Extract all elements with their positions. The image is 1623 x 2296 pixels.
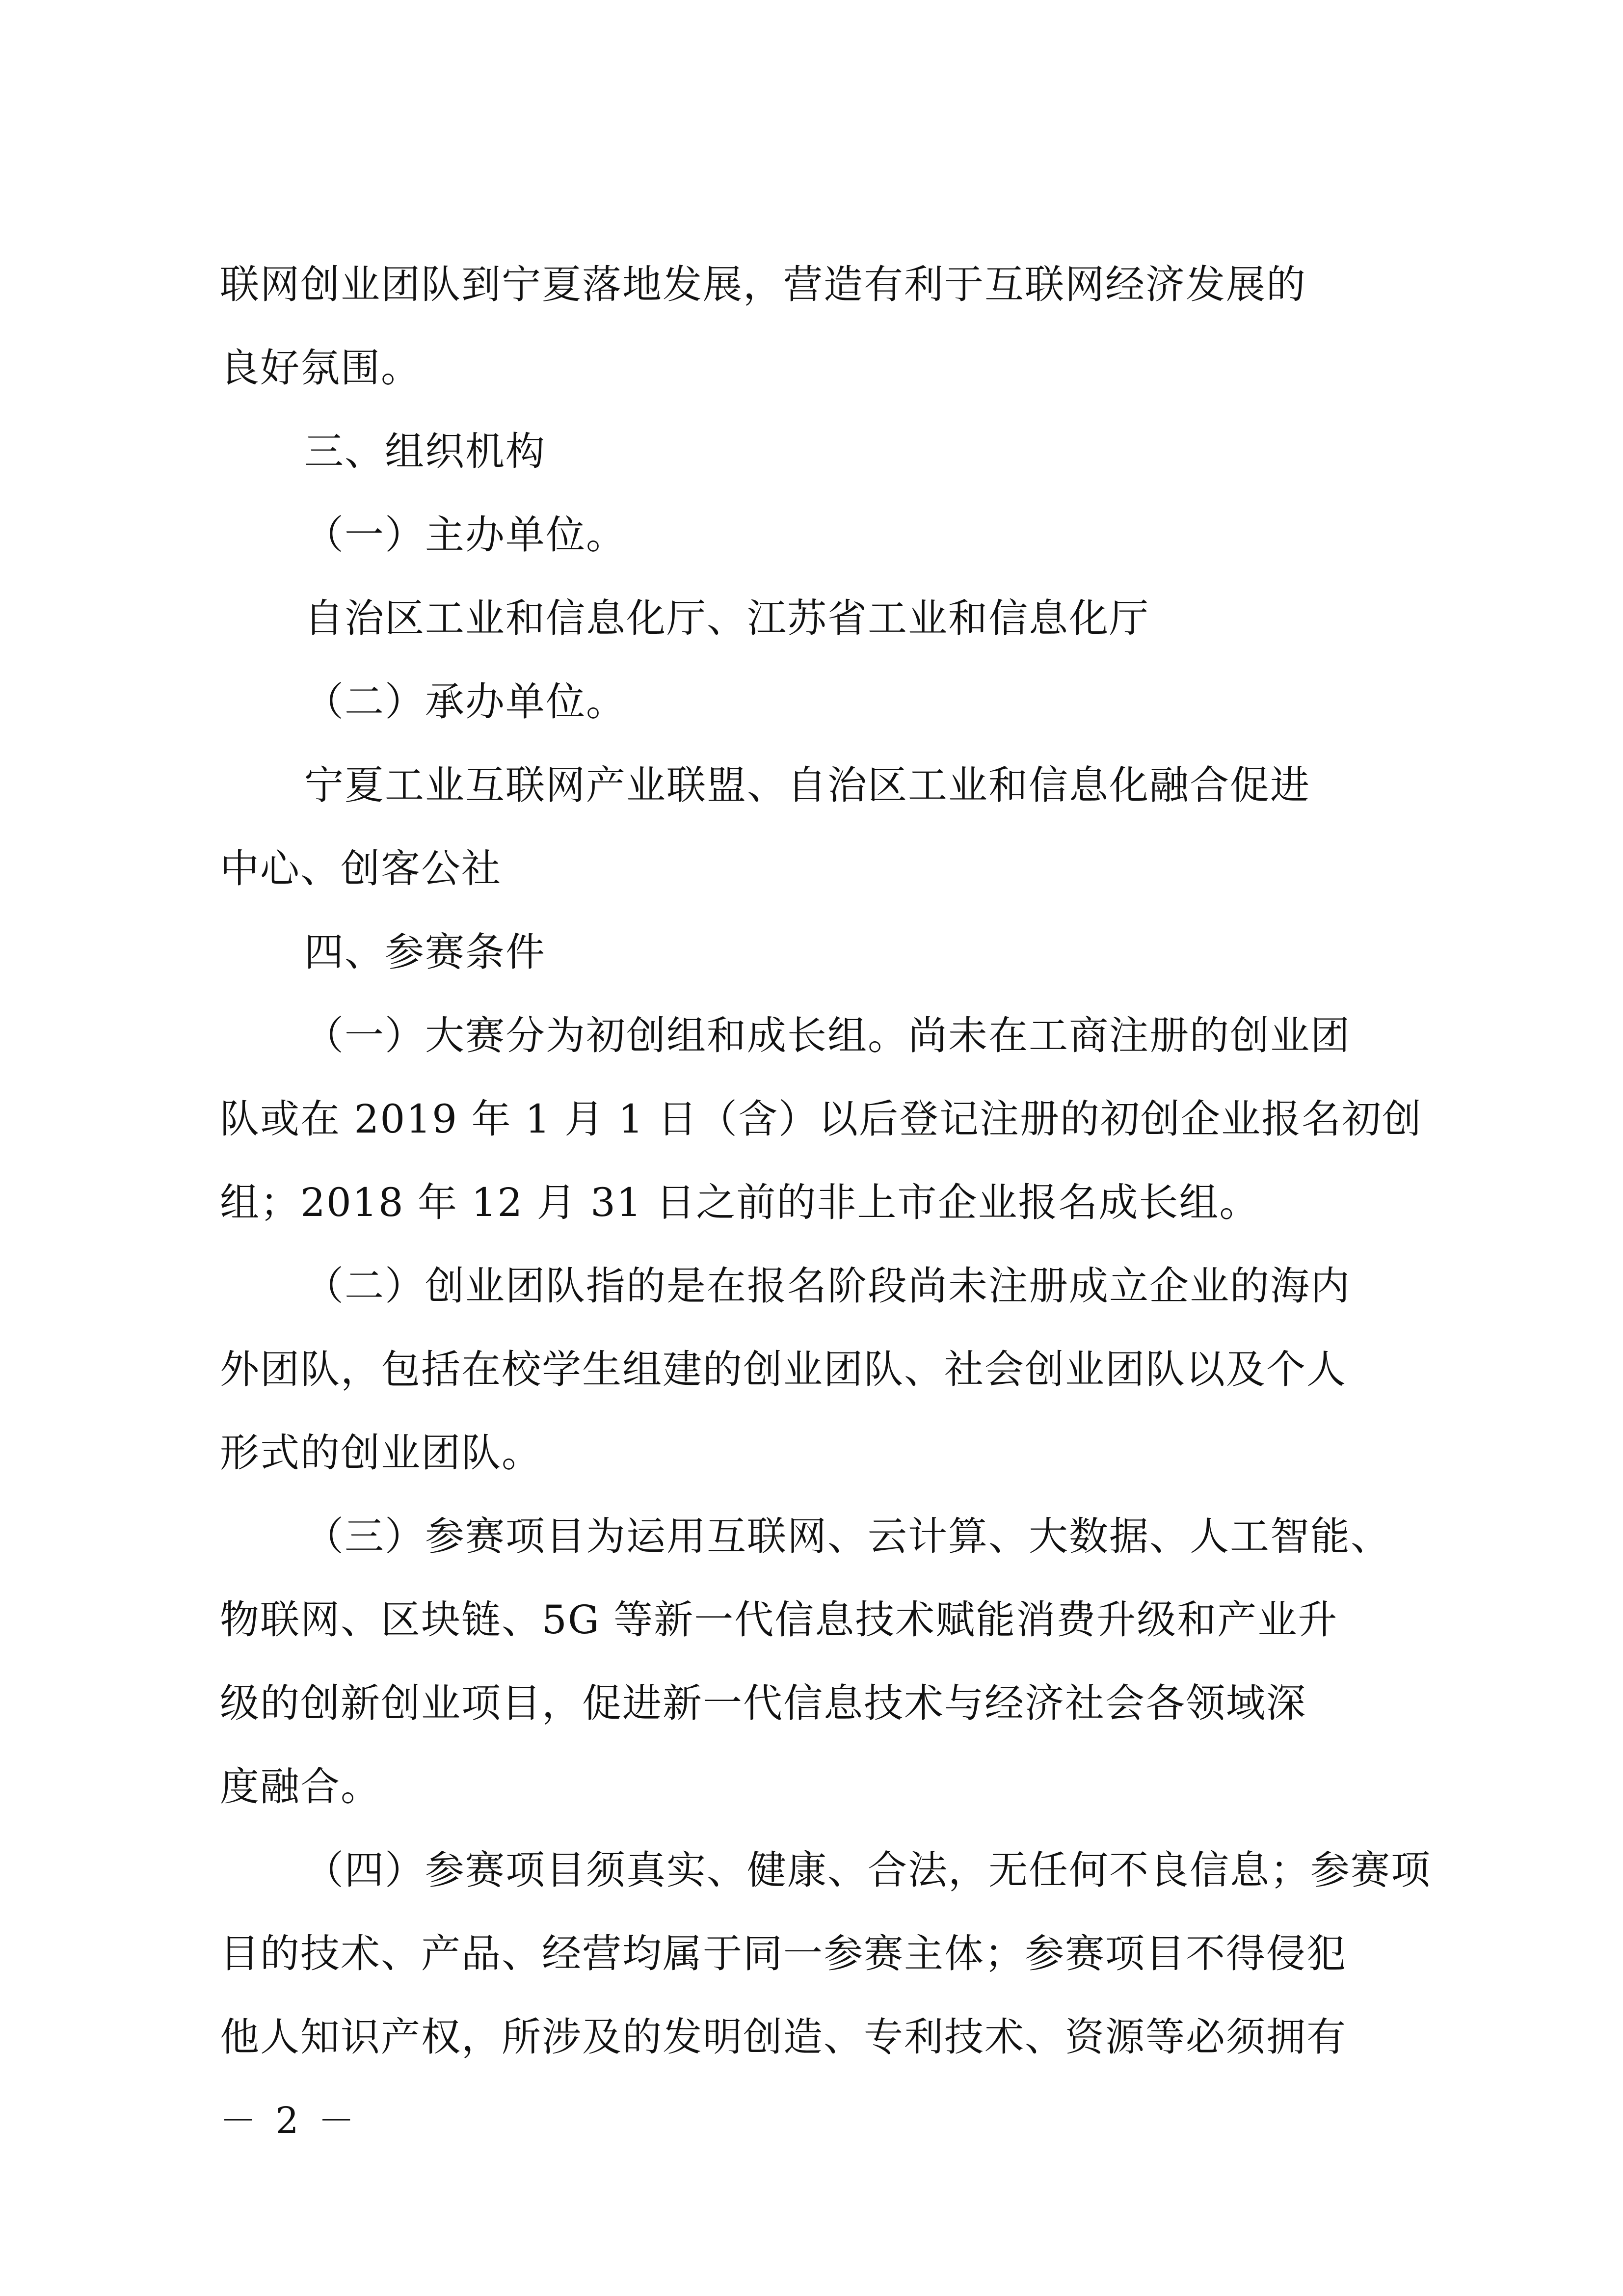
- body-text-line: 级的创新创业项目，促进新一代信息技术与经济社会各领域深: [220, 1680, 1306, 1726]
- body-text-line: 组；2018 年 12 月 31 日之前的非上市企业报名成长组。: [220, 1180, 1260, 1225]
- subsection-heading: （二）承办单位。: [304, 679, 626, 725]
- body-text-line: 自治区工业和信息化厅、江苏省工业和信息化厅: [304, 595, 1149, 641]
- body-text-line: 度融合。: [220, 1764, 381, 1810]
- body-text-line: 外团队，包括在校学生组建的创业团队、社会创业团队以及个人: [220, 1347, 1347, 1392]
- body-text-line: 物联网、区块链、5G 等新一代信息技术赋能消费升级和产业升: [220, 1597, 1338, 1643]
- body-text-line: 良好氛围。: [220, 345, 421, 391]
- body-text-line: 宁夏工业互联网产业联盟、自治区工业和信息化融合促进: [304, 762, 1310, 808]
- subsection-heading: （一）主办单位。: [304, 512, 626, 558]
- body-text-line: （三）参赛项目为运用互联网、云计算、大数据、人工智能、: [304, 1513, 1391, 1559]
- body-text-line: （二）创业团队指的是在报名阶段尚未注册成立企业的海内: [304, 1263, 1351, 1309]
- body-text-line: 联网创业团队到宁夏落地发展，营造有利于互联网经济发展的: [220, 262, 1306, 307]
- body-text-line: 他人知识产权，所涉及的发明创造、专利技术、资源等必须拥有: [220, 2014, 1347, 2060]
- body-text-line: 目的技术、产品、经营均属于同一参赛主体；参赛项目不得侵犯: [220, 1931, 1347, 1976]
- body-text-line: （一）大赛分为初创组和成长组。尚未在工商注册的创业团: [304, 1013, 1351, 1058]
- body-text-line: 队或在 2019 年 1 月 1 日（含）以后登记注册的初创企业报名初创: [220, 1096, 1422, 1142]
- body-text-line: （四）参赛项目须真实、健康、合法，无任何不良信息；参赛项: [304, 1847, 1431, 1893]
- body-text-line: 形式的创业团队。: [220, 1430, 542, 1476]
- section-heading: 四、参赛条件: [304, 929, 546, 975]
- page-number: － 2 －: [220, 2100, 359, 2142]
- body-text-line: 中心、创客公社: [220, 846, 502, 891]
- section-heading: 三、组织机构: [304, 429, 546, 474]
